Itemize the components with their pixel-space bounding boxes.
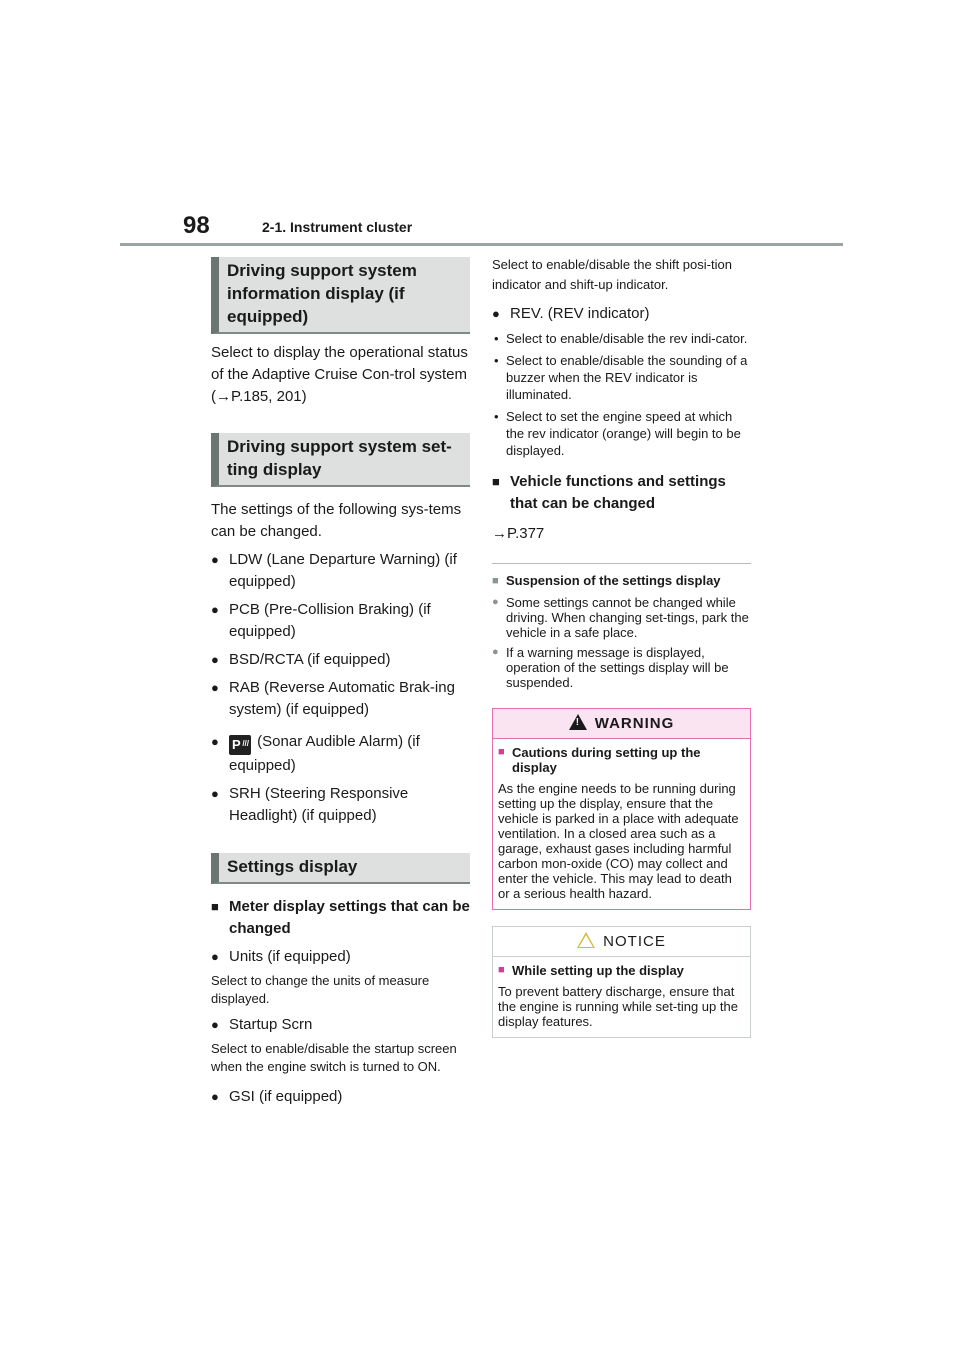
vehicle-functions-subheading: ■ Vehicle functions and settings that can be changed xyxy=(492,471,751,515)
list-item: ● If a warning message is displayed, operation of the settings display will be suspended. xyxy=(492,645,751,690)
left-column xyxy=(211,257,470,1108)
list-item: ● LDW (Lane Departure Warning) (if equipped) xyxy=(211,549,470,593)
list-item: ● SRH (Steering Responsive Headlight) (if quipped) xyxy=(211,783,470,827)
rev-item: ● REV. (REV indicator) xyxy=(492,303,751,325)
dsset-description: The settings of the following sys-tems can be changed. xyxy=(211,501,462,540)
warning-box xyxy=(492,708,751,910)
startup-item: ● Startup Scrn xyxy=(211,1014,470,1036)
list-item: • Select to enable/disable the sounding of a buzzer when the REV indicator is illuminated. xyxy=(492,352,751,403)
list-item: ● PCB (Pre-Collision Braking) (if equipped) xyxy=(211,599,470,643)
gsi-description: Select to enable/disable the shift posi-tion indicator and shift-up indicator. xyxy=(492,257,732,292)
section-heading-settings-display: Settings display xyxy=(211,853,470,884)
units-item: ● Units (if equipped) xyxy=(211,946,470,968)
dss-description: Select to display the operational status of the Adaptive Cruise Con-trol system (→P.185, 201) xyxy=(211,344,468,405)
list-item: ● BSD/RCTA (if equipped) xyxy=(211,649,470,671)
chapter-title: 2-1. Instrument cluster xyxy=(262,219,413,235)
warning-header xyxy=(493,709,750,739)
notice-text: To prevent battery discharge, ensure that the engine is running while set-ting up the display features. xyxy=(498,984,738,1029)
warning-triangle-icon xyxy=(569,714,587,730)
right-column xyxy=(492,257,751,1038)
suspension-title: ■ Suspension of the settings display xyxy=(492,572,751,590)
warning-text: As the engine needs to be running during setting up the display, ensure that the vehicle is parked in a place with adequate ventilation. In a closed area such as a garage, exhaust gases including harmful carbon mon-oxide (CO) may collect and enter the vehicle. This may lead to death or a serious health hazard. xyxy=(498,781,739,901)
warning-body xyxy=(493,739,750,909)
notice-box xyxy=(492,926,751,1038)
meter-settings-subheading: ■ Meter display settings that can be changed xyxy=(211,896,470,940)
rev-list xyxy=(492,330,751,459)
notice-title: ■ While setting up the display xyxy=(498,963,745,978)
list-item: • Select to set the engine speed at which the rev indicator (orange) will begin to be displayed. xyxy=(492,408,751,459)
dsset-list xyxy=(211,549,470,827)
notice-triangle-icon xyxy=(577,932,595,948)
notice-label: NOTICE xyxy=(603,933,666,950)
notice-header xyxy=(493,927,750,957)
section-heading-driving-support-info: Driving support system information display (if equipped) xyxy=(211,257,470,334)
page-number: 98 xyxy=(183,212,210,239)
divider xyxy=(492,563,751,564)
warning-title: ■ Cautions during setting up the display xyxy=(498,745,745,775)
page-reference-link[interactable]: →P.377 xyxy=(492,525,545,542)
warning-label: WARNING xyxy=(594,715,675,732)
list-item: ● RAB (Reverse Automatic Brak-ing system) (if equipped) xyxy=(211,677,470,721)
list-item: ● Some settings cannot be changed while driving. When changing set-tings, park the vehicle in a safe place. xyxy=(492,595,751,640)
gsi-item: ● GSI (if equipped) xyxy=(211,1086,470,1108)
units-description: Select to change the units of measure displayed. xyxy=(211,973,430,1006)
sonar-label: (Sonar Audible Alarm) (if equipped) xyxy=(229,733,420,774)
notice-body xyxy=(493,957,750,1037)
list-item-sonar xyxy=(211,731,470,777)
list-item: • Select to enable/disable the rev indi-cator. xyxy=(492,330,751,347)
header-rule xyxy=(120,243,843,246)
sonar-audible-alarm-icon: P /// xyxy=(229,735,251,755)
startup-description: Select to enable/disable the startup screen when the engine switch is turned to ON. xyxy=(211,1041,457,1074)
section-heading-driving-support-setting: Driving support system set-ting display xyxy=(211,433,470,487)
